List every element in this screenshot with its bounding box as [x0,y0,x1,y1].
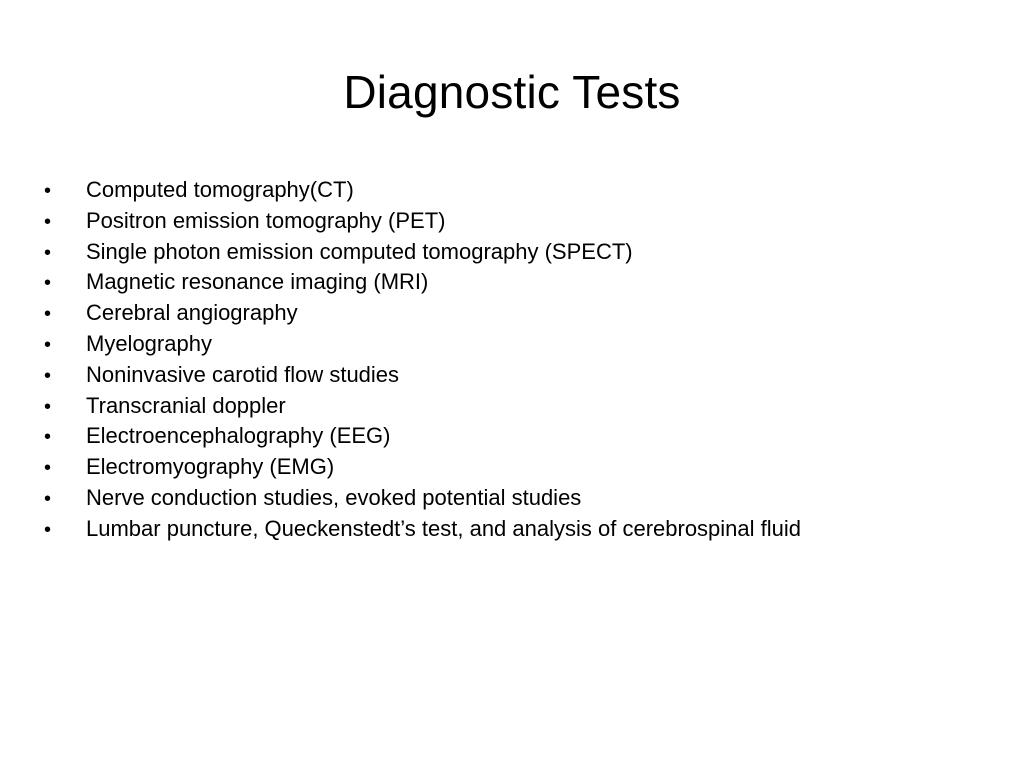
list-item-text: Transcranial doppler [86,392,286,418]
list-item-text: Electroencephalography (EEG) [86,423,391,449]
list-item-text: Cerebral angiography [86,300,298,326]
list-item-text: Nerve conduction studies, evoked potential studies [86,484,582,510]
bullet-icon: • [44,210,52,233]
list-item [44,391,801,422]
list-item [44,206,801,237]
list-item [44,452,801,483]
bullet-icon: • [44,303,52,326]
bullet-icon: • [44,457,52,480]
list-item-text: Lumbar puncture, Queckenstedt’s test, and analysis of cerebrospinal fluid [86,515,801,541]
bullet-icon: • [44,395,52,418]
list-item-text: Positron emission tomography (PET) [86,207,446,233]
list-item [44,360,801,391]
bullet-icon: • [44,241,52,264]
list-item-text: Noninvasive carotid flow studies [86,361,400,387]
list-item [44,267,801,298]
list-item [44,421,801,452]
bullet-icon: • [44,272,52,295]
bullet-icon: • [44,180,52,202]
bullet-icon: • [44,364,52,387]
bullet-icon: • [44,333,52,356]
bullet-icon: • [44,487,52,510]
bullet-icon: • [44,426,52,449]
slide-title: Diagnostic Tests [343,66,681,118]
list-item-text: Computed tomography(CT) [86,177,354,202]
list-item [44,483,801,514]
list-item-text: Myelography [86,330,212,356]
list-item [44,298,801,329]
bullet-list [44,175,801,545]
list-item-text: Electromyography (EMG) [86,454,335,480]
list-item-text: Single photon emission computed tomography (SPECT) [86,238,633,264]
bullet-icon: • [44,518,52,541]
list-item [44,514,801,545]
list-item [44,237,801,268]
list-item [44,175,801,206]
list-item [44,329,801,360]
list-item-text: Magnetic resonance imaging (MRI) [86,269,429,295]
